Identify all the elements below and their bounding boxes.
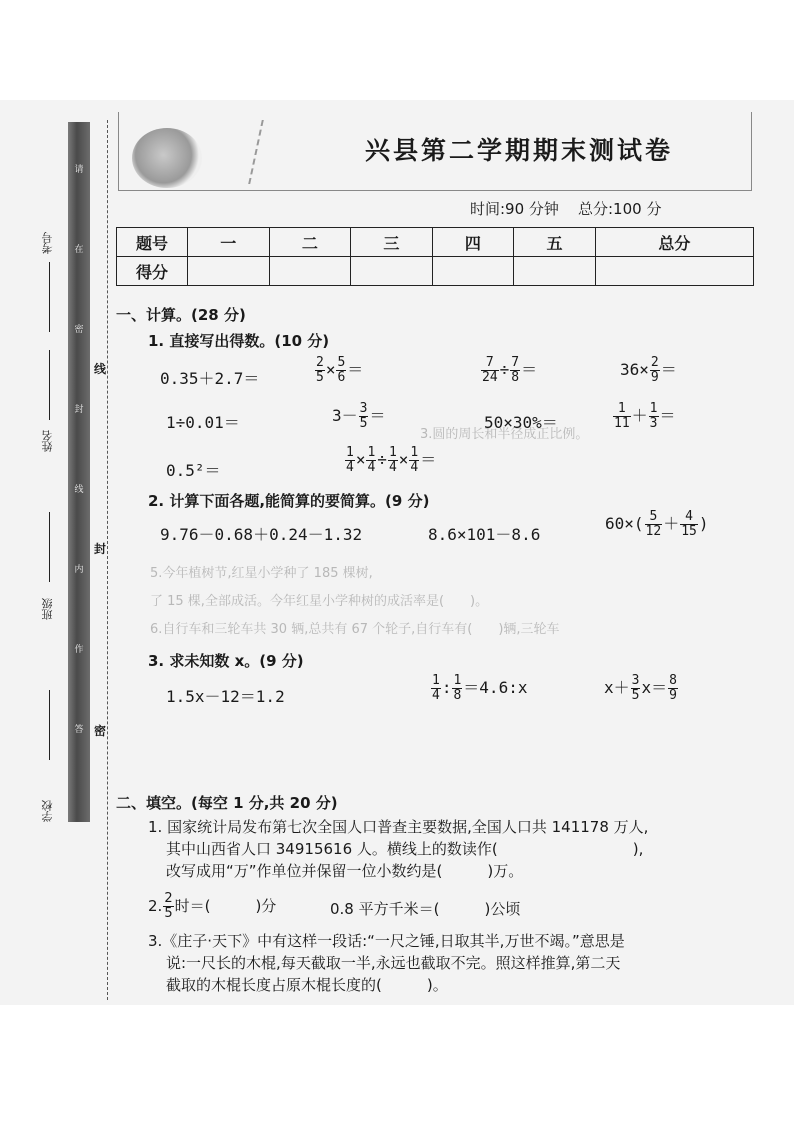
calc-item: $\frac{1}{4}$ : $\frac{1}{8}$ ＝4.6:x bbox=[432, 673, 528, 703]
binding-char: 作 bbox=[74, 645, 84, 655]
calc-item: $\frac{2}{5}$ × $\frac{5}{6}$ ＝ bbox=[316, 355, 364, 385]
score-table-header-row bbox=[117, 228, 754, 257]
score-cell[interactable] bbox=[595, 257, 753, 286]
q3-title: 3. 求未知数 x。(9 分) bbox=[148, 652, 304, 670]
bleed-text: 了 15 棵,全部成活。今年红星小学种树的成活率是( )。 bbox=[150, 594, 489, 609]
fill-q2: 2. $\frac{2}{5}$ 时＝( )分 bbox=[148, 891, 277, 921]
exam-meta bbox=[470, 198, 661, 219]
fraction: $\frac{7}{8}$ bbox=[511, 355, 520, 385]
fill-q1-line: 改写成用“万”作单位并保留一位小数约是( )万。 bbox=[166, 862, 524, 880]
score-cell[interactable] bbox=[432, 257, 514, 286]
fraction: $\frac{4}{15}$ bbox=[681, 509, 697, 539]
fraction: $\frac{1}{4}$ bbox=[388, 445, 397, 475]
bleed-text: 6.自行车和三轮车共 30 辆,总共有 67 个轮子,自行车有( )辆,三轮车 bbox=[150, 622, 560, 637]
calc-item: x＋ $\frac{3}{5}$ x＝ $\frac{8}{9}$ bbox=[604, 673, 677, 703]
header-decoration bbox=[132, 128, 202, 188]
total-score: 总分:100 分 bbox=[578, 200, 662, 218]
calc-item: 50×30%＝ bbox=[484, 413, 558, 432]
class-label: 班级 bbox=[41, 598, 54, 620]
section2-heading: 二、填空。(每空 1 分,共 20 分) bbox=[116, 794, 338, 812]
score-cell[interactable] bbox=[351, 257, 433, 286]
calc-item: 0.5²＝ bbox=[166, 461, 221, 480]
section1-heading: 一、计算。(28 分) bbox=[116, 306, 246, 324]
binding-char: 线 bbox=[74, 485, 84, 495]
q1-title: 1. 直接写出得数。(10 分) bbox=[148, 332, 330, 350]
fraction: $\frac{7}{24}$ bbox=[482, 355, 498, 385]
fraction: $\frac{1}{4}$ bbox=[346, 445, 354, 475]
binding-char: 答 bbox=[74, 725, 84, 735]
time-limit: 时间:90 分钟 bbox=[470, 200, 559, 218]
fill-q3-line: 截取的木棍长度占原木棍长度的( )。 bbox=[166, 976, 448, 994]
score-cell[interactable] bbox=[269, 257, 351, 286]
fraction: $\frac{1}{4}$ bbox=[410, 445, 419, 475]
fill-q1-line: 1. 国家统计局发布第七次全国人口普查主要数据,全国人口共 141178 万人, bbox=[148, 818, 649, 836]
seal-mark-mi: 密 bbox=[93, 724, 106, 738]
seal-mark-xian: 线 bbox=[93, 362, 106, 376]
binding-char: 请 bbox=[74, 165, 84, 175]
fraction: $\frac{1}{11}$ bbox=[614, 401, 630, 431]
fraction: $\frac{5}{6}$ bbox=[337, 355, 346, 385]
seal-mark-feng: 封 bbox=[93, 542, 106, 556]
school-line[interactable] bbox=[49, 690, 50, 760]
binding-char: 封 bbox=[74, 405, 84, 415]
bleed-text: 3.圆的周长和半径成正比例。 bbox=[420, 427, 589, 442]
binding-char: 在 bbox=[74, 245, 84, 255]
fill-q3-line: 3.《庄子·天下》中有这样一段话:“一尺之锤,日取其半,万世不竭。”意思是 bbox=[148, 932, 625, 950]
calc-item: 8.6×101－8.6 bbox=[428, 525, 541, 544]
fraction: $\frac{2}{9}$ bbox=[650, 355, 659, 385]
calc-item: 36× $\frac{2}{9}$ ＝ bbox=[620, 355, 677, 385]
header-cell: 总分 bbox=[595, 228, 753, 257]
calc-item: $\frac{1}{4}$ × $\frac{1}{4}$ ÷ $\frac{1}{4}$ × $\frac{1}{4}$ ＝ bbox=[346, 445, 437, 475]
fill-q1-line: 其中山西省人口 34915616 人。横线上的数读作( ), bbox=[166, 840, 644, 858]
school-label: 学校 bbox=[41, 800, 54, 822]
score-row-label: 得分 bbox=[117, 257, 188, 286]
score-cell[interactable] bbox=[188, 257, 270, 286]
exam-number-label: 考号 bbox=[41, 232, 54, 254]
name-label: 姓名 bbox=[41, 430, 54, 452]
calc-item: 0.35＋2.7＝ bbox=[160, 369, 260, 388]
fraction: $\frac{8}{9}$ bbox=[669, 673, 677, 703]
q2-title: 2. 计算下面各题,能简算的要简算。(9 分) bbox=[148, 492, 430, 510]
fraction: $\frac{1}{4}$ bbox=[432, 673, 440, 703]
exam-number-line[interactable] bbox=[49, 262, 50, 332]
bleed-text: 5.今年植树节,红星小学种了 185 棵树, bbox=[150, 566, 373, 581]
header-cell: 二 bbox=[269, 228, 351, 257]
fraction: $\frac{2}{5}$ bbox=[316, 355, 324, 385]
seal-line bbox=[107, 120, 108, 1000]
header-cell: 五 bbox=[514, 228, 596, 257]
score-table bbox=[116, 227, 754, 286]
calc-item: 9.76－0.68＋0.24－1.32 bbox=[160, 525, 363, 544]
fill-q2b: 0.8 平方千米＝( )公顷 bbox=[330, 900, 521, 918]
fraction: $\frac{1}{8}$ bbox=[453, 673, 462, 703]
header-cell: 四 bbox=[432, 228, 514, 257]
fraction: $\frac{3}{5}$ bbox=[359, 401, 368, 431]
calc-item: 1.5x－12＝1.2 bbox=[166, 687, 285, 706]
calc-item: $\frac{1}{11}$ ＋ $\frac{1}{3}$ ＝ bbox=[614, 401, 676, 431]
calc-item: 1÷0.01＝ bbox=[166, 413, 240, 432]
binding-strip bbox=[68, 122, 90, 822]
fraction: $\frac{1}{3}$ bbox=[649, 401, 658, 431]
binding-char: 内 bbox=[74, 565, 84, 575]
header-cell: 题号 bbox=[117, 228, 188, 257]
fraction: $\frac{3}{5}$ bbox=[631, 673, 640, 703]
fraction: $\frac{5}{12}$ bbox=[645, 509, 662, 539]
score-cell[interactable] bbox=[514, 257, 596, 286]
header-cell: 三 bbox=[351, 228, 433, 257]
binding-char: 密 bbox=[74, 325, 84, 335]
name-line[interactable] bbox=[49, 350, 50, 420]
score-table-score-row bbox=[117, 257, 754, 286]
calc-item: 60×( $\frac{5}{12}$ ＋ $\frac{4}{15}$ ) bbox=[605, 509, 709, 539]
calc-item: 3－ $\frac{3}{5}$ ＝ bbox=[332, 401, 386, 431]
header-cell: 一 bbox=[188, 228, 270, 257]
fraction: $\frac{2}{5}$ bbox=[164, 891, 173, 921]
exam-title: 兴县第二学期期末测试卷 bbox=[365, 136, 674, 165]
fraction: $\frac{1}{4}$ bbox=[367, 445, 376, 475]
fill-q3-line: 说:一尺长的木棍,每天截取一半,永远也截取不完。照这样推算,第二天 bbox=[166, 954, 621, 972]
class-line[interactable] bbox=[49, 512, 50, 582]
calc-item: $\frac{7}{24}$ ÷ $\frac{7}{8}$ ＝ bbox=[482, 355, 538, 385]
